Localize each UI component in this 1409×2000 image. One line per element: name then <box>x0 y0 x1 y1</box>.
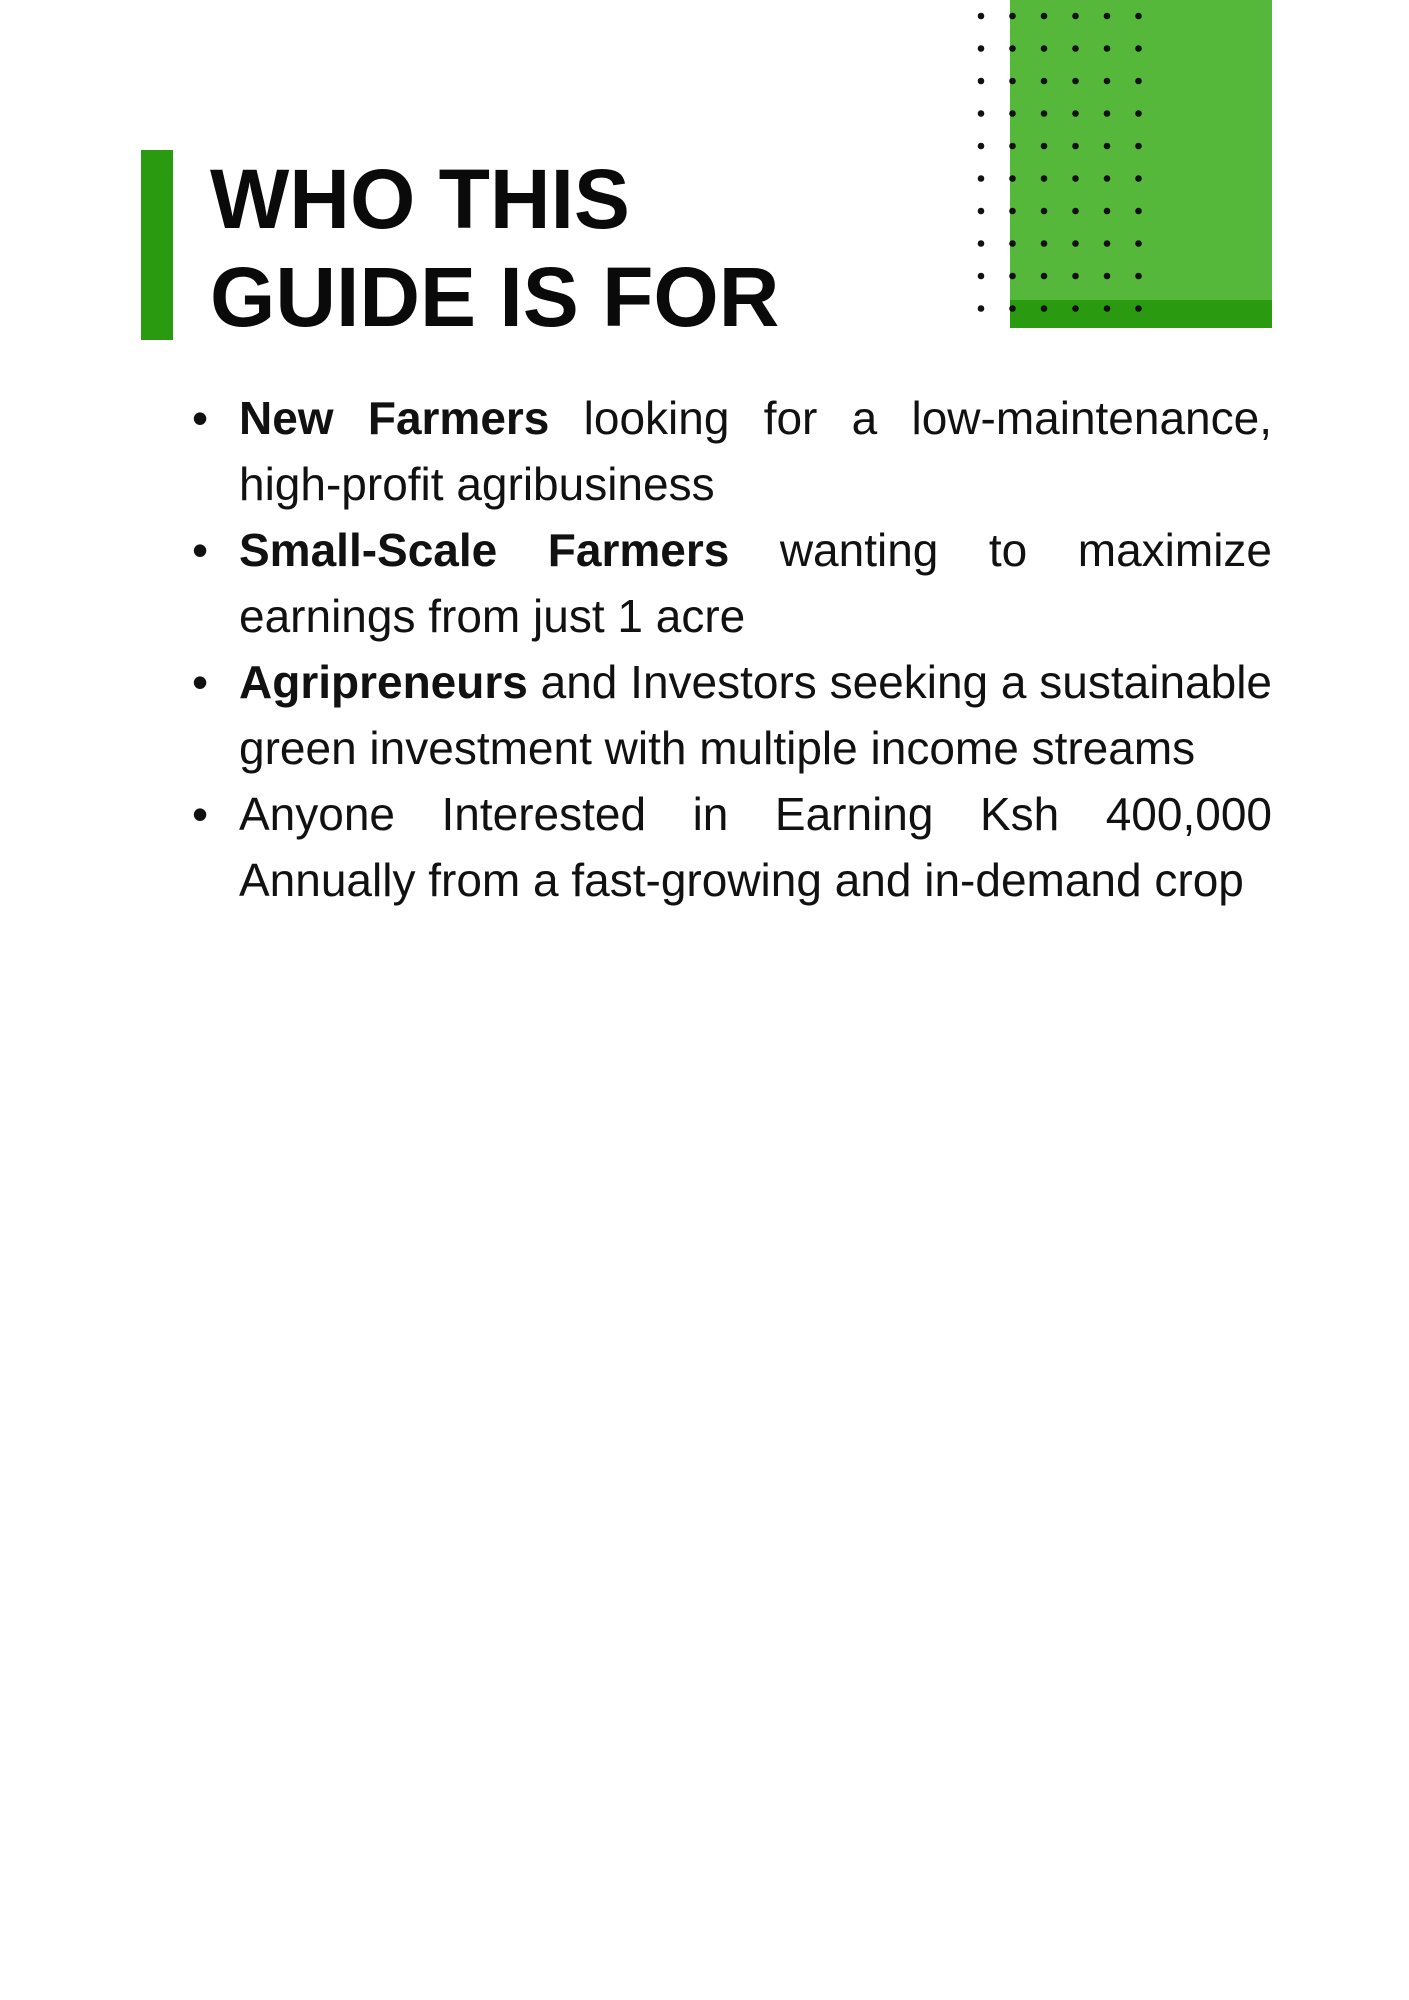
decorative-dot <box>1135 305 1142 312</box>
decorative-dot <box>978 208 985 215</box>
decorative-dot <box>1009 143 1016 150</box>
bullet-icon: • <box>192 656 209 708</box>
decorative-dot <box>1009 110 1016 117</box>
decorative-dot <box>1135 175 1142 182</box>
decorative-dot <box>1072 45 1079 52</box>
decorative-dot <box>978 45 985 52</box>
decorative-dot <box>1104 273 1111 280</box>
page-title <box>210 150 779 346</box>
title-line-2: GUIDE IS FOR <box>210 250 780 344</box>
decorative-dot <box>1072 240 1079 247</box>
list-item <box>190 781 1272 913</box>
decorative-dot <box>1041 273 1048 280</box>
decorative-dot <box>1135 143 1142 150</box>
decorative-dot <box>978 273 985 280</box>
decorative-dot <box>1009 208 1016 215</box>
decorative-dot <box>1104 175 1111 182</box>
decorative-dot <box>978 78 985 85</box>
decorative-dot <box>1135 110 1142 117</box>
audience-list <box>190 385 1272 913</box>
decorative-dot <box>1072 110 1079 117</box>
decorative-dot <box>1009 240 1016 247</box>
list-item <box>190 649 1272 781</box>
decorative-dot <box>978 13 985 20</box>
decorative-dot <box>1041 13 1048 20</box>
decorative-dot <box>1009 13 1016 20</box>
decorative-dot <box>1009 305 1016 312</box>
decorative-dot <box>1041 45 1048 52</box>
decorative-dot <box>1041 143 1048 150</box>
title-accent-bar <box>141 150 173 340</box>
decorative-dot <box>1104 240 1111 247</box>
list-item-text: Anyone Interested in Earning Ksh 400,000 Annually from a fast-growing and in-demand crop <box>239 788 1272 906</box>
decorative-dot <box>1041 240 1048 247</box>
list-item-bold: Agripreneurs <box>239 656 528 708</box>
decorative-dot <box>1135 13 1142 20</box>
list-item-bold: New Farmers <box>239 392 550 444</box>
decorative-dot <box>1041 175 1048 182</box>
decorative-dot <box>1041 78 1048 85</box>
decorative-dot <box>1041 208 1048 215</box>
decorative-dot <box>978 305 985 312</box>
title-line-1: WHO THIS <box>210 152 630 246</box>
list-item <box>190 517 1272 649</box>
list-item <box>190 385 1272 517</box>
decorative-dot <box>978 175 985 182</box>
list-item-text: looking for a low-maintenance, high-profit agribusiness <box>239 392 1272 510</box>
decorative-dot <box>1135 78 1142 85</box>
decorative-dot <box>1135 208 1142 215</box>
decorative-dot <box>1072 78 1079 85</box>
decorative-dot <box>1041 110 1048 117</box>
bullet-icon: • <box>192 524 209 576</box>
decorative-dot <box>1135 45 1142 52</box>
decorative-dot <box>1009 273 1016 280</box>
bullet-icon: • <box>192 788 209 840</box>
decorative-dot <box>1009 175 1016 182</box>
decorative-dot <box>1104 110 1111 117</box>
list-item-bold: Small-Scale Farmers <box>239 524 730 576</box>
decorative-dot <box>1072 143 1079 150</box>
list-item-text: and Investors seeking a sustainable green investment with multiple income streams <box>239 656 1272 774</box>
decorative-dot <box>1041 305 1048 312</box>
decorative-dot <box>1072 13 1079 20</box>
decorative-dot <box>1009 45 1016 52</box>
decorative-dot <box>1104 305 1111 312</box>
decorative-dot <box>1072 273 1079 280</box>
decorative-dot <box>1072 175 1079 182</box>
decorative-dot-grid <box>975 12 1155 322</box>
decorative-dot <box>1104 45 1111 52</box>
decorative-dot <box>1135 273 1142 280</box>
list-item-text: wanting to maximize earnings from just 1 acre <box>239 524 1273 642</box>
decorative-dot <box>978 143 985 150</box>
bullet-icon: • <box>192 392 209 444</box>
decorative-dot <box>1072 305 1079 312</box>
decorative-dot <box>978 110 985 117</box>
decorative-dot <box>978 240 985 247</box>
decorative-dot <box>1104 78 1111 85</box>
decorative-dot <box>1104 13 1111 20</box>
decorative-dot <box>1104 208 1111 215</box>
decorative-dot <box>1009 78 1016 85</box>
decorative-dot <box>1135 240 1142 247</box>
decorative-dot <box>1072 208 1079 215</box>
decorative-dot <box>1104 143 1111 150</box>
